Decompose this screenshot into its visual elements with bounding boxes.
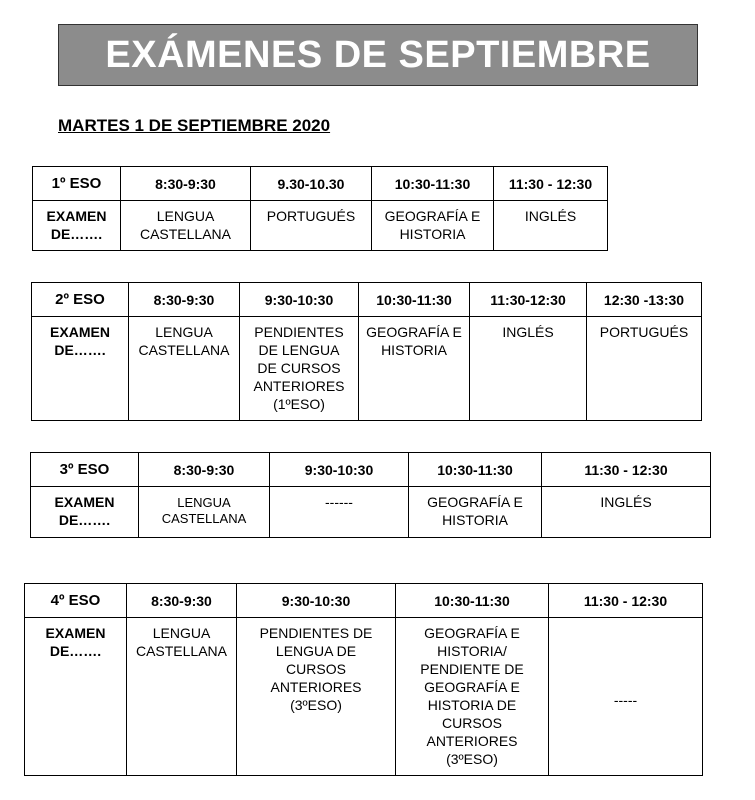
subject-cell: LENGUA CASTELLANA bbox=[139, 487, 270, 538]
level-header: 4º ESO bbox=[25, 584, 127, 618]
time-slot: 9:30-10:30 bbox=[240, 283, 359, 317]
time-slot: 10:30-11:30 bbox=[409, 453, 542, 487]
exam-label: EXAMEN DE……. bbox=[32, 317, 129, 421]
time-slot: 8:30-9:30 bbox=[139, 453, 270, 487]
subject-cell: GEOGRAFÍA E HISTORIA/ PENDIENTE DE GEOGRAFÍA E HISTORIA DE CURSOS ANTERIORES (3ºESO) bbox=[396, 618, 549, 776]
subject-cell: ------ bbox=[270, 487, 409, 538]
subject-cell: LENGUA CASTELLANA bbox=[127, 618, 237, 776]
time-slot: 11:30 - 12:30 bbox=[549, 584, 703, 618]
subject-cell: GEOGRAFÍA E HISTORIA bbox=[372, 201, 494, 251]
subject-cell: ----- bbox=[549, 618, 703, 776]
subject-cell: PORTUGUÉS bbox=[587, 317, 702, 421]
time-slot: 11:30-12:30 bbox=[470, 283, 587, 317]
title-banner bbox=[58, 24, 698, 86]
time-slot: 9:30-10:30 bbox=[237, 584, 396, 618]
subject-cell: LENGUA CASTELLANA bbox=[129, 317, 240, 421]
subject-cell: PORTUGUÉS bbox=[251, 201, 372, 251]
schedule-table-2eso bbox=[31, 282, 702, 421]
exam-date: MARTES 1 DE SEPTIEMBRE 2020 bbox=[58, 116, 331, 135]
level-header: 1º ESO bbox=[33, 167, 121, 201]
subject-cell: INGLÉS bbox=[542, 487, 711, 538]
subject-cell: PENDIENTES DE LENGUA DE CURSOS ANTERIORES (3ºESO) bbox=[237, 618, 396, 776]
time-slot: 9:30-10:30 bbox=[270, 453, 409, 487]
subject-cell: PENDIENTES DE LENGUA DE CURSOS ANTERIORES (1ºESO) bbox=[240, 317, 359, 421]
subject-cell: GEOGRAFÍA E HISTORIA bbox=[409, 487, 542, 538]
schedule-table-4eso bbox=[24, 583, 703, 776]
time-slot: 12:30 -13:30 bbox=[587, 283, 702, 317]
time-slot: 9.30-10.30 bbox=[251, 167, 372, 201]
exam-label: EXAMEN DE……. bbox=[33, 201, 121, 251]
time-slot: 11:30 - 12:30 bbox=[542, 453, 711, 487]
time-slot: 10:30-11:30 bbox=[372, 167, 494, 201]
subject-cell: GEOGRAFÍA E HISTORIA bbox=[359, 317, 470, 421]
subject-cell: INGLÉS bbox=[470, 317, 587, 421]
page-title: EXÁMENES DE SEPTIEMBRE bbox=[105, 33, 651, 76]
subject-cell: INGLÉS bbox=[494, 201, 608, 251]
subject-cell: LENGUA CASTELLANA bbox=[121, 201, 251, 251]
time-slot: 8:30-9:30 bbox=[127, 584, 237, 618]
time-slot: 10:30-11:30 bbox=[396, 584, 549, 618]
time-slot: 8:30-9:30 bbox=[129, 283, 240, 317]
time-slot: 10:30-11:30 bbox=[359, 283, 470, 317]
level-header: 2º ESO bbox=[32, 283, 129, 317]
exam-label: EXAMEN DE……. bbox=[25, 618, 127, 776]
level-header: 3º ESO bbox=[31, 453, 139, 487]
schedule-table-3eso bbox=[30, 452, 711, 538]
exam-label: EXAMEN DE……. bbox=[31, 487, 139, 538]
schedule-table-1eso bbox=[32, 166, 608, 251]
time-slot: 8:30-9:30 bbox=[121, 167, 251, 201]
time-slot: 11:30 - 12:30 bbox=[494, 167, 608, 201]
